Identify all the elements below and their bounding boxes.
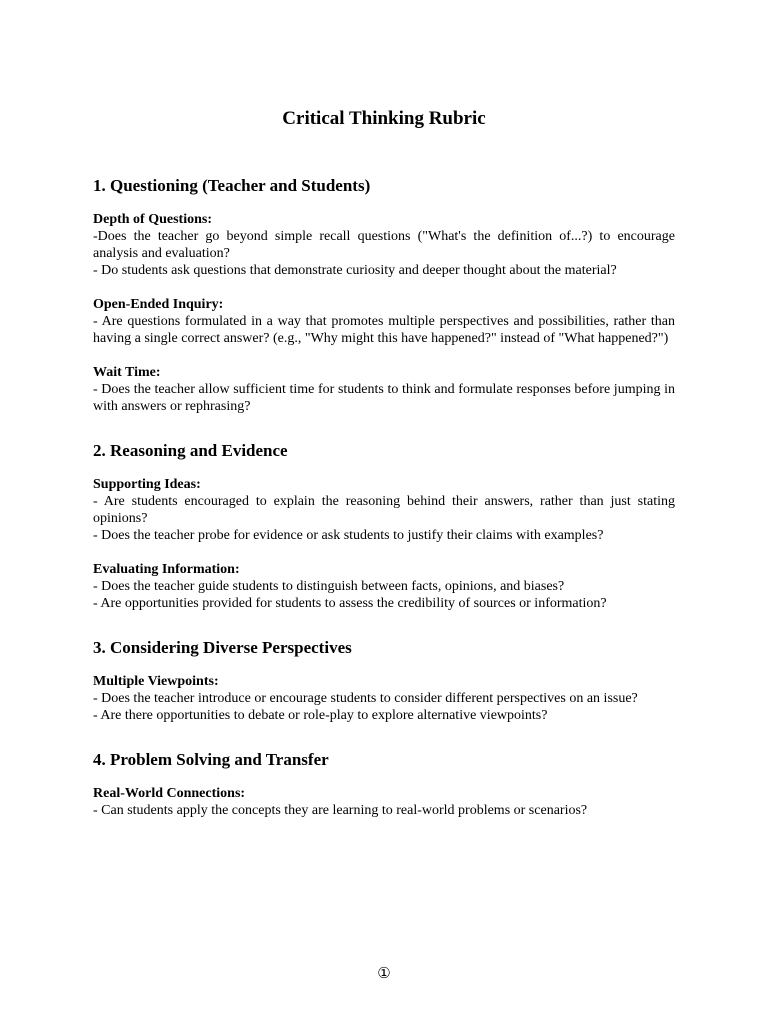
subsection-heading: Evaluating Information: bbox=[93, 562, 240, 577]
subsection-open-ended-inquiry bbox=[93, 296, 675, 347]
rubric-item: - Do students ask questions that demonstrate curiosity and deeper thought about the material? bbox=[93, 263, 617, 278]
subsection-heading: Multiple Viewpoints: bbox=[93, 674, 219, 689]
subsection-real-world-connections bbox=[93, 785, 675, 819]
subsection-heading: Wait Time: bbox=[93, 365, 161, 380]
subsection-heading: Depth of Questions: bbox=[93, 212, 213, 227]
subsection-heading: Real-World Connections: bbox=[93, 786, 246, 801]
section-heading: 1. Questioning (Teacher and Students) bbox=[93, 176, 371, 195]
section-heading: 4. Problem Solving and Transfer bbox=[93, 750, 329, 769]
rubric-item: - Does the teacher allow sufficient time for students to think and formulate responses before jumping in with answers or rephrasing? bbox=[93, 382, 675, 414]
section-reasoning-and-evidence bbox=[93, 440, 675, 612]
subsection-evaluating-information bbox=[93, 561, 675, 612]
rubric-item: - Are students encouraged to explain the reasoning behind their answers, rather than just stating opinions? bbox=[93, 494, 675, 526]
section-diverse-perspectives bbox=[93, 637, 675, 724]
subsection-heading: Open-Ended Inquiry: bbox=[93, 297, 224, 312]
section-heading: 3. Considering Diverse Perspectives bbox=[93, 638, 352, 657]
section-questioning bbox=[93, 175, 675, 415]
rubric-item: - Can students apply the concepts they are learning to real-world problems or scenarios? bbox=[93, 803, 588, 818]
rubric-item: - Are opportunities provided for students to assess the credibility of sources or information? bbox=[93, 596, 607, 611]
section-heading: 2. Reasoning and Evidence bbox=[93, 441, 288, 460]
rubric-item: - Are there opportunities to debate or role-play to explore alternative viewpoints? bbox=[93, 708, 548, 723]
rubric-item: -Does the teacher go beyond simple recall questions ("What's the definition of...?) to encourage analysis and evaluation? bbox=[93, 229, 675, 261]
subsection-supporting-ideas bbox=[93, 476, 675, 544]
page-number: ① bbox=[377, 964, 391, 982]
subsection-depth-of-questions bbox=[93, 211, 675, 279]
document-title: Critical Thinking Rubric bbox=[282, 108, 486, 129]
rubric-item: - Does the teacher guide students to distinguish between facts, opinions, and biases? bbox=[93, 579, 565, 594]
rubric-item: - Does the teacher probe for evidence or ask students to justify their claims with examples? bbox=[93, 528, 604, 543]
subsection-multiple-viewpoints bbox=[93, 673, 675, 724]
subsection-heading: Supporting Ideas: bbox=[93, 477, 201, 492]
rubric-item: - Are questions formulated in a way that promotes multiple perspectives and possibilities, rather than having a single correct answer? (e.g., "Why might this have happened?" instead of "What happened?") bbox=[93, 314, 675, 346]
rubric-item: - Does the teacher introduce or encourage students to consider different perspectives on an issue? bbox=[93, 691, 638, 706]
document-page bbox=[93, 106, 675, 844]
section-problem-solving bbox=[93, 749, 675, 819]
subsection-wait-time bbox=[93, 364, 675, 415]
